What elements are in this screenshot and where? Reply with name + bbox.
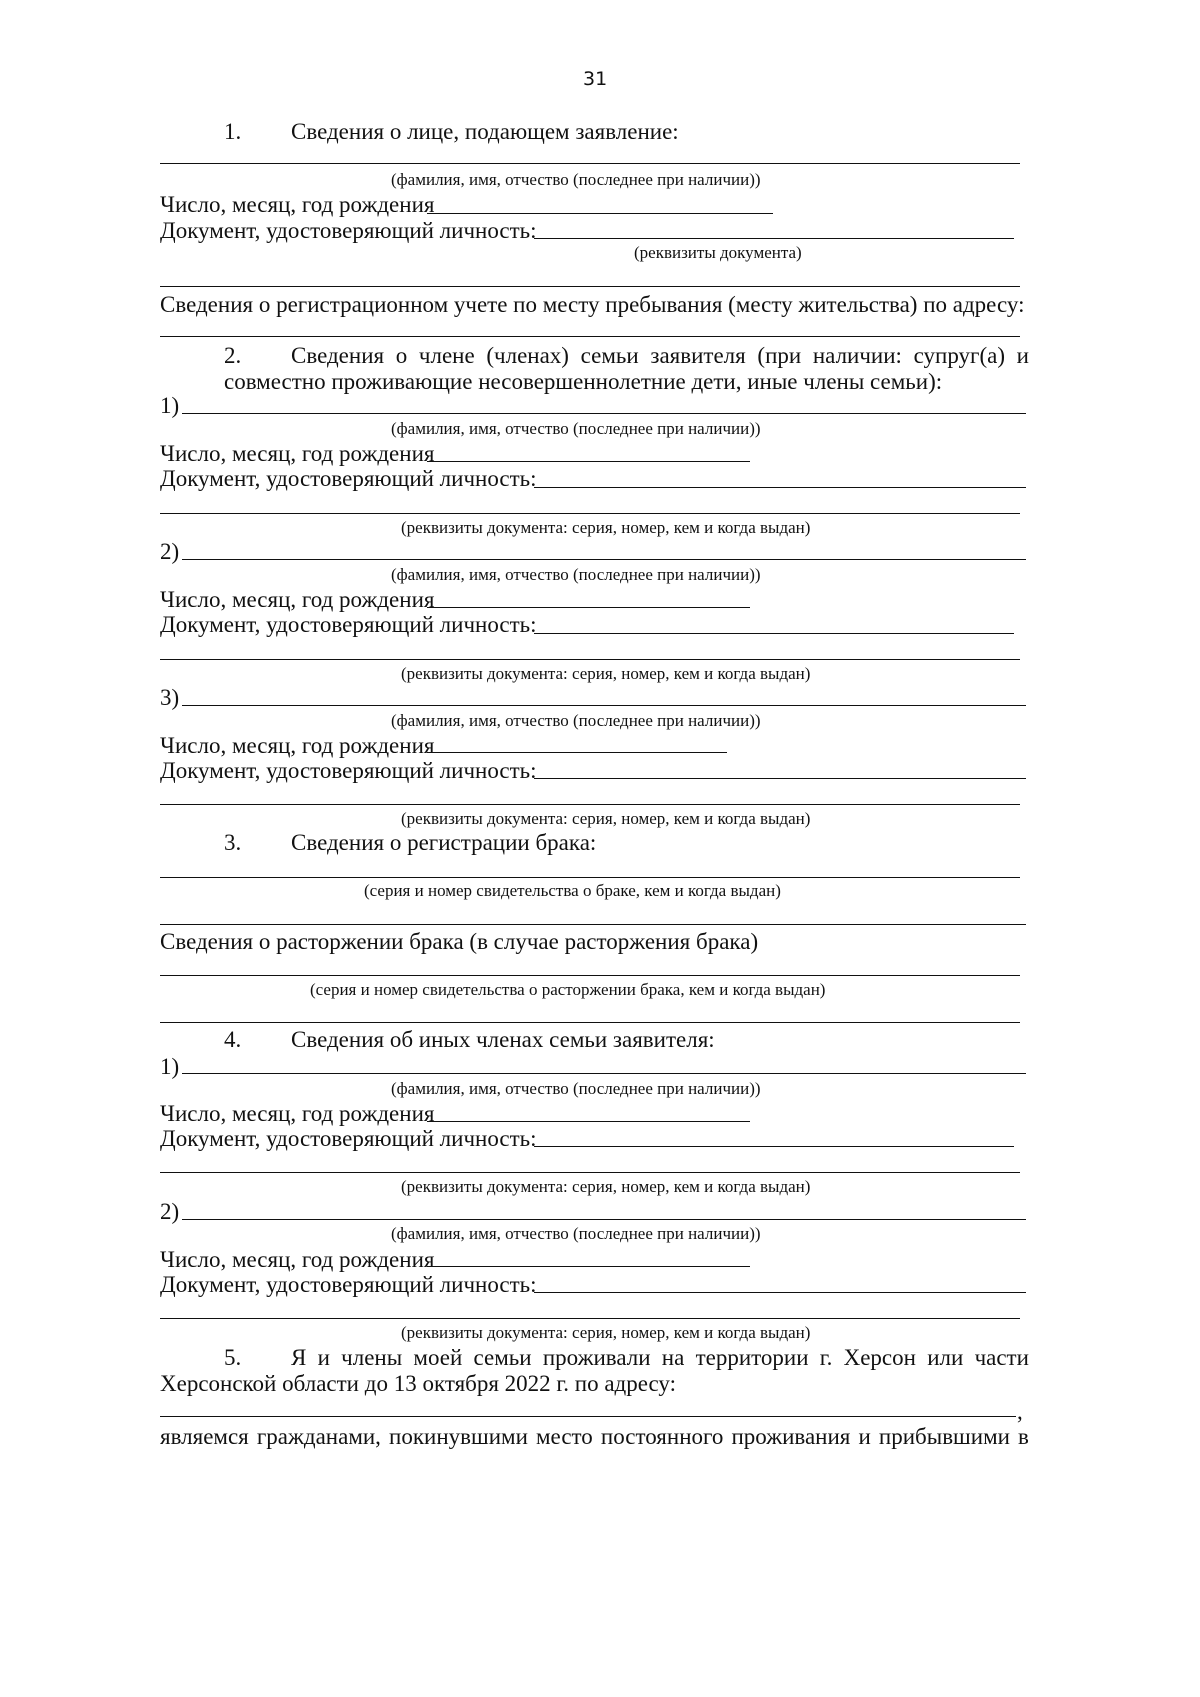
other-member-2-dob-label: Число, месяц, год рождения bbox=[160, 1247, 435, 1272]
other-member-1-id-details-field[interactable] bbox=[160, 1172, 1020, 1173]
word: моей bbox=[413, 1345, 463, 1370]
section-5-number: 5. bbox=[224, 1345, 242, 1370]
word: постоянного bbox=[600, 1424, 724, 1449]
word: члене bbox=[418, 343, 475, 368]
member-2-dob-field[interactable] bbox=[427, 607, 750, 608]
member-1-id-field[interactable] bbox=[534, 487, 1026, 488]
other-member-2-number: 2) bbox=[160, 1199, 180, 1224]
applicant-name-hint: (фамилия, имя, отчество (последнее при наличии)) bbox=[391, 170, 761, 189]
member-1-name-hint: (фамилия, имя, отчество (последнее при наличии)) bbox=[391, 419, 761, 438]
member-1-dob-field[interactable] bbox=[427, 461, 750, 462]
registration-label: Сведения о регистрационном учете по месту пребывания (месту жительства) по адресу: bbox=[160, 292, 1025, 317]
other-member-1-id-field[interactable] bbox=[534, 1146, 1014, 1147]
section-1-number: 1. bbox=[224, 119, 242, 144]
member-3-id-details-field[interactable] bbox=[160, 804, 1020, 805]
word: территории bbox=[695, 1345, 809, 1370]
word: прибывшими bbox=[878, 1424, 1010, 1449]
member-2-number: 2) bbox=[160, 539, 180, 564]
other-member-1-dob-field[interactable] bbox=[427, 1121, 750, 1122]
member-2-id-hint: (реквизиты документа: серия, номер, кем и когда выдан) bbox=[401, 664, 811, 683]
word: Херсон bbox=[843, 1345, 916, 1370]
member-3-id-label: Документ, удостоверяющий личность: bbox=[160, 758, 537, 783]
word: о bbox=[395, 343, 408, 368]
member-1-id-details-field[interactable] bbox=[160, 513, 1020, 514]
word: г. bbox=[819, 1345, 833, 1370]
member-2-id-field[interactable] bbox=[534, 633, 1014, 634]
member-3-dob-field[interactable] bbox=[427, 752, 727, 753]
other-member-2-id-details-field[interactable] bbox=[160, 1318, 1020, 1319]
other-member-2-id-field[interactable] bbox=[534, 1292, 1026, 1293]
marriage-cert-field[interactable] bbox=[160, 877, 1020, 878]
applicant-dob-field[interactable] bbox=[427, 213, 773, 214]
previous-address-field[interactable] bbox=[160, 1416, 1016, 1417]
section-4-title: Сведения об иных членах семьи заявителя: bbox=[291, 1027, 715, 1052]
section-3-title: Сведения о регистрации брака: bbox=[291, 830, 597, 855]
page-number: 31 bbox=[583, 68, 608, 90]
member-2-name-field[interactable] bbox=[182, 559, 1026, 560]
member-2-dob-label: Число, месяц, год рождения bbox=[160, 587, 435, 612]
other-member-1-name-hint: (фамилия, имя, отчество (последнее при наличии)) bbox=[391, 1079, 761, 1098]
word: являемся bbox=[160, 1424, 249, 1449]
section-2-title-line1 bbox=[291, 344, 1029, 367]
divorce-cert-extra-field[interactable] bbox=[160, 1022, 1020, 1023]
word: и bbox=[858, 1424, 871, 1449]
marriage-cert-extra-field[interactable] bbox=[160, 924, 1026, 925]
word: гражданами, bbox=[256, 1424, 381, 1449]
member-3-number: 3) bbox=[160, 685, 180, 710]
word: члены bbox=[341, 1345, 403, 1370]
word: место bbox=[536, 1424, 593, 1449]
section-5-text-line1 bbox=[291, 1346, 1029, 1369]
word: Я bbox=[291, 1345, 307, 1370]
member-1-id-label: Документ, удостоверяющий личность: bbox=[160, 466, 537, 491]
member-3-name-hint: (фамилия, имя, отчество (последнее при наличии)) bbox=[391, 711, 761, 730]
member-2-id-details-field[interactable] bbox=[160, 659, 1020, 660]
word: наличии: bbox=[812, 343, 902, 368]
applicant-name-field[interactable] bbox=[160, 163, 1020, 164]
divorce-label: Сведения о расторжении брака (в случае расторжения брака) bbox=[160, 929, 759, 954]
section-4-number: 4. bbox=[224, 1027, 242, 1052]
other-member-2-name-hint: (фамилия, имя, отчество (последнее при наличии)) bbox=[391, 1224, 761, 1243]
member-3-name-field[interactable] bbox=[182, 705, 1026, 706]
word: (при bbox=[757, 343, 802, 368]
section-1-title: Сведения о лице, подающем заявление: bbox=[291, 119, 679, 144]
other-member-1-number: 1) bbox=[160, 1054, 180, 1079]
member-3-id-field[interactable] bbox=[534, 778, 1026, 779]
word: или bbox=[927, 1345, 964, 1370]
word: на bbox=[661, 1345, 685, 1370]
other-member-1-dob-label: Число, месяц, год рождения bbox=[160, 1101, 435, 1126]
divorce-cert-field[interactable] bbox=[160, 975, 1020, 976]
section-5-text-line2: Херсонской области до 13 октября 2022 г. по адресу: bbox=[160, 1371, 677, 1396]
other-member-2-id-label: Документ, удостоверяющий личность: bbox=[160, 1272, 537, 1297]
word: в bbox=[1018, 1424, 1029, 1449]
section-2-title-line2: совместно проживающие несовершеннолетние дети, иные члены семьи): bbox=[224, 369, 943, 394]
applicant-id-details-field[interactable] bbox=[160, 286, 1020, 287]
applicant-id-label: Документ, удостоверяющий личность: bbox=[160, 218, 537, 243]
member-1-name-field[interactable] bbox=[182, 413, 1026, 414]
address-comma: , bbox=[1017, 1399, 1023, 1424]
section-5-text-line3 bbox=[160, 1425, 1029, 1448]
word: покинувшими bbox=[389, 1424, 528, 1449]
word: семьи bbox=[473, 1345, 532, 1370]
marriage-cert-hint: (серия и номер свидетельства о браке, кем и когда выдан) bbox=[364, 881, 781, 900]
other-member-2-id-hint: (реквизиты документа: серия, номер, кем и когда выдан) bbox=[401, 1323, 811, 1342]
other-member-2-dob-field[interactable] bbox=[427, 1266, 750, 1267]
word: проживали bbox=[542, 1345, 651, 1370]
other-member-1-id-hint: (реквизиты документа: серия, номер, кем и когда выдан) bbox=[401, 1177, 811, 1196]
member-1-number: 1) bbox=[160, 393, 180, 418]
word: семьи bbox=[580, 343, 639, 368]
member-3-id-hint: (реквизиты документа: серия, номер, кем и когда выдан) bbox=[401, 809, 811, 828]
divorce-cert-hint: (серия и номер свидетельства о расторжении брака, кем и когда выдан) bbox=[310, 980, 826, 999]
word: Сведения bbox=[291, 343, 385, 368]
word: и bbox=[317, 1345, 330, 1370]
applicant-id-field[interactable] bbox=[534, 238, 1014, 239]
other-member-2-name-field[interactable] bbox=[182, 1219, 1026, 1220]
word: заявителя bbox=[650, 343, 746, 368]
other-member-1-name-field[interactable] bbox=[182, 1073, 1026, 1074]
word: супруг(а) bbox=[913, 343, 1005, 368]
member-1-id-hint: (реквизиты документа: серия, номер, кем и когда выдан) bbox=[401, 518, 811, 537]
word: и bbox=[1016, 343, 1029, 368]
word: части bbox=[974, 1345, 1029, 1370]
section-2-number: 2. bbox=[224, 343, 242, 368]
word: проживания bbox=[731, 1424, 851, 1449]
member-2-id-label: Документ, удостоверяющий личность: bbox=[160, 612, 537, 637]
section-3-number: 3. bbox=[224, 830, 242, 855]
registration-address-field[interactable] bbox=[160, 336, 1020, 337]
other-member-1-id-label: Документ, удостоверяющий личность: bbox=[160, 1126, 537, 1151]
member-1-dob-label: Число, месяц, год рождения bbox=[160, 441, 435, 466]
member-3-dob-label: Число, месяц, год рождения bbox=[160, 733, 435, 758]
applicant-dob-label: Число, месяц, год рождения bbox=[160, 192, 435, 217]
word: (членах) bbox=[486, 343, 569, 368]
applicant-id-hint: (реквизиты документа) bbox=[634, 243, 802, 262]
member-2-name-hint: (фамилия, имя, отчество (последнее при наличии)) bbox=[391, 565, 761, 584]
